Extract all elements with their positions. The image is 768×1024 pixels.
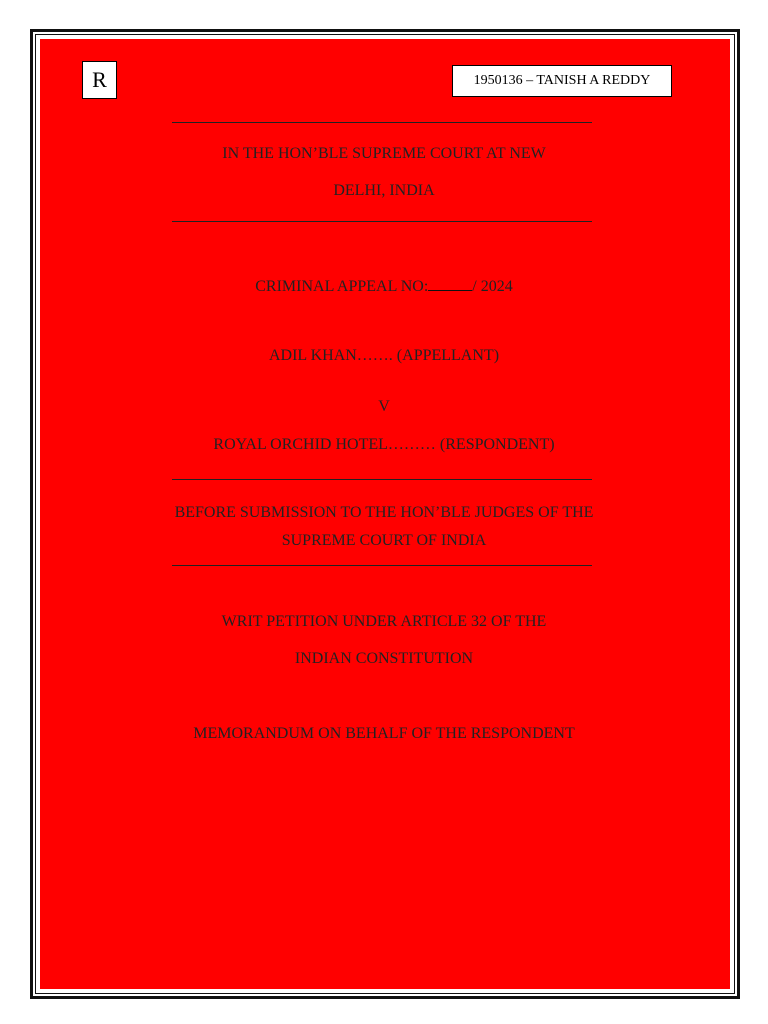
appeal-suffix: / 2024 <box>472 278 513 295</box>
divider-court <box>172 221 592 222</box>
petition-line-1: WRIT PETITION UNDER ARTICLE 32 OF THE <box>221 613 547 630</box>
divider-submission <box>172 565 592 566</box>
versus-line: V <box>378 398 390 415</box>
divider-top <box>172 122 592 123</box>
submission-line-1: BEFORE SUBMISSION TO THE HON’BLE JUDGES OF THE <box>174 504 594 521</box>
appellant-line: ADIL KHAN……. (APPELLANT) <box>268 347 500 364</box>
petition-line-2: INDIAN CONSTITUTION <box>294 650 474 667</box>
court-title-line-2: DELHI, INDIA <box>333 182 435 199</box>
appeal-number <box>40 276 728 296</box>
divider-parties <box>172 479 592 480</box>
submission-line-2: SUPREME COURT OF INDIA <box>281 532 487 549</box>
tag-box: R <box>82 61 117 99</box>
student-id-box: 1950136 – TANISH A REDDY <box>452 65 672 97</box>
respondent-line: ROYAL ORCHID HOTEL……… (RESPONDENT) <box>213 436 555 453</box>
court-title-line-1: IN THE HON’BLE SUPREME COURT AT NEW <box>222 145 546 162</box>
memorandum-title: MEMORANDUM ON BEHALF OF THE RESPONDENT <box>193 725 575 742</box>
appeal-prefix: CRIMINAL APPEAL NO: <box>255 278 429 295</box>
appeal-number-blank <box>428 276 472 291</box>
